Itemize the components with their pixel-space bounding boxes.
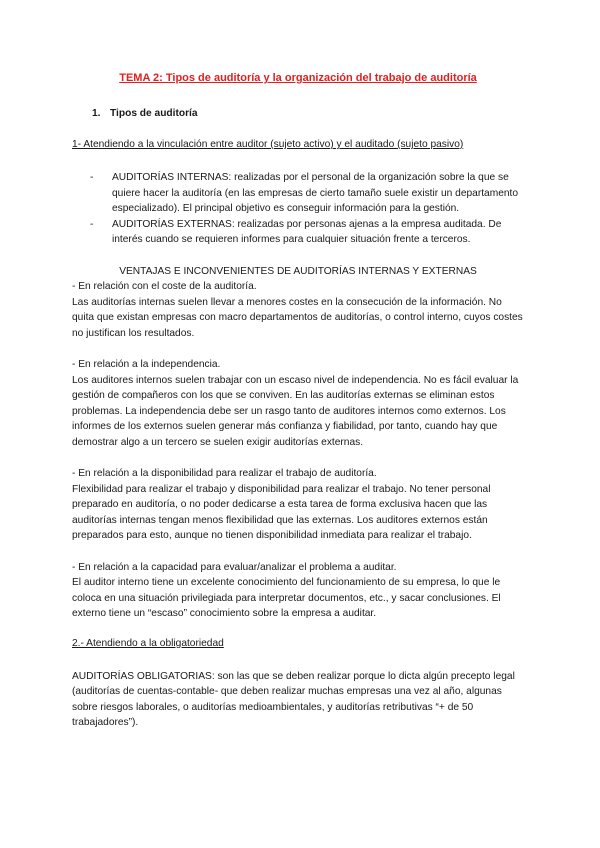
paragraph-obligatorias: AUDITORÍAS OBLIGATORIAS: son las que se deben realizar porque lo dicta algún precepto legal (auditorías de cuentas-contable- que deben realizar muchas empresas una vez al año, algunas sobre riesgos laborales, o auditorías medioambientales, y auditorías retributivas “+ de 50 trabajadores”). [72,670,515,728]
paragraph-text: El auditor interno tiene un excelente conocimiento del funcionamiento de su empresa, lo que le coloca en una situación privilegiada para interpretar documentos, etc., y sacar conclusiones. El externo tiene un “escaso” conocimiento sobre la empresa a auditar. [72,577,501,619]
subheading-obligatoriedad: 2.- Atendiendo a la obligatoriedad [72,637,224,649]
list-item-text: AUDITORÍAS EXTERNAS: realizadas por personas ajenas a la empresa auditada. De interés cuando se requieren informes para cualquier situación frente a terceros. [112,218,502,245]
list-item-text: AUDITORÍAS INTERNAS: realizadas por el personal de la organización sobre la que se quiere hacer la auditoría (en las empresas de cierto tamaño suele existir un departamento especializado). El principal objetivo es conseguir información para la gestión. [112,172,519,214]
audit-type-list [72,170,524,248]
dash-bullet: - [90,218,94,230]
paragraph-heading: - En relación a la disponibilidad para realizar el trabajo de auditoría. [72,468,377,479]
list-item-externas [72,217,524,248]
paragraph-text: Los auditores internos suelen trabajar con un escaso nivel de independencia. No es fácil evaluar la gestión de compañeros con los que se conviven. En las auditorías externas se eliminan estos problemas. La independencia debe ser un rasgo tanto de auditores internos como externos. Los informes de los externos suelen generar más confianza y fiabilidad, por tanto, cuando hay que demostrar algo a un tercero se suelen exigir auditorías externas. [72,374,519,448]
paragraph-independencia [72,357,524,450]
list-item-internas [72,170,524,217]
section-heading-tipos [92,108,524,119]
section-number: 1. [92,108,101,119]
paragraph-capacidad [72,560,524,622]
paragraph-text: Las auditorías internas suelen llevar a menores costes en la consecución de la información. No quita que existan empresas con macro departamentos de auditorías, o control interno, cuyos costes no justifican los resultados. [72,296,523,339]
ventajas-heading: VENTAJAS E INCONVENIENTES DE AUDITORÍAS INTERNAS Y EXTERNAS [119,265,477,277]
paragraph-coste [72,279,524,341]
paragraph-text: Flexibilidad para realizar el trabajo y disponibilidad para realizar el trabajo. No tener personal preparado en auditoría, o no poder dedicarse a esta tarea de forma exclusiva hacen que las auditorías internas tengan menos flexibilidad que las externas. Los auditores externos están preparados para esto, aunque no tienen disponibilidad inmediata para realizar el trabajo. [72,483,491,541]
paragraph-heading: - En relación a la capacidad para evaluar/analizar el problema a auditar. [72,561,397,573]
document-title: TEMA 2: Tipos de auditoría y la organización del trabajo de auditoría [119,72,477,84]
paragraph-heading: - En relación a la independencia. [72,359,221,370]
subheading-vinculacion: 1- Atendiendo a la vinculación entre auditor (sujeto activo) y el auditado (sujeto pasivo) [72,139,464,150]
section-label: Tipos de auditoría [110,108,198,119]
paragraph-heading: - En relación con el coste de la auditoría. [72,281,257,292]
paragraph-disponibilidad [72,466,524,544]
dash-bullet: - [90,172,94,183]
